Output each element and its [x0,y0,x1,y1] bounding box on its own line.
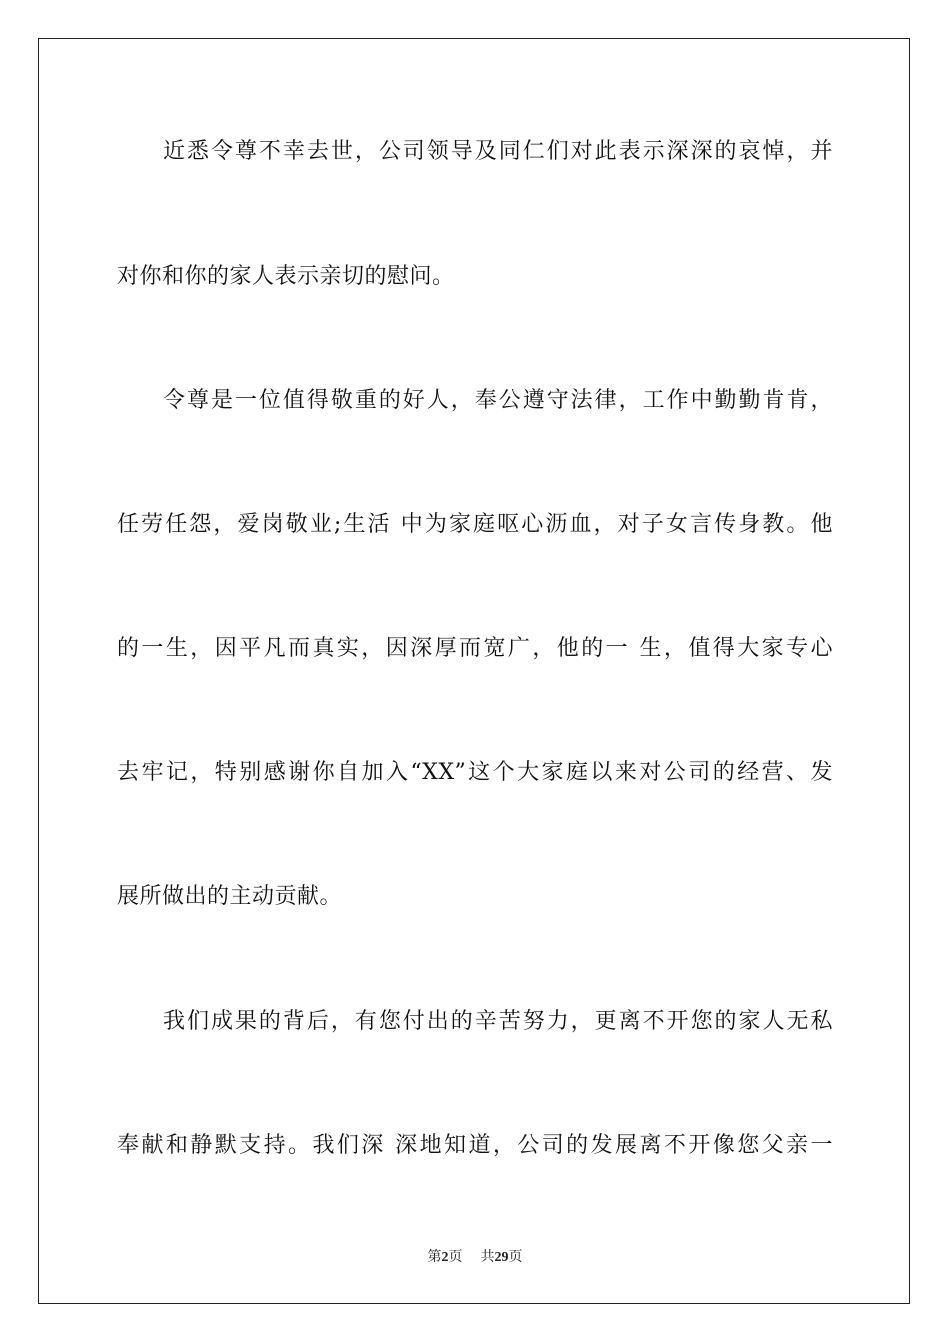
paragraph-2-line-5: 展所做出的主动贡献。 [117,884,343,909]
page-border [38,38,910,1304]
page-footer [0,1248,950,1267]
paragraph-3-line-1: 我们成果的背后，有您付出的辛苦努力，更离不开您的家人无私 [163,1009,833,1034]
paragraph-2-line-3: 的一生，因平凡而真实，因深厚而宽广，他的一 生，值得大家专心 [117,636,833,661]
page-prefix: 第 [427,1249,442,1265]
total-prefix: 共 [480,1249,495,1265]
paragraph-1-line-1: 近悉令尊不幸去世，公司领导及同仁们对此表示深深的哀悼，并 [163,139,833,164]
paragraph-2-line-2: 任劳任怨，爱岗敬业;生活 中为家庭呕心沥血，对子女言传身教。他 [117,512,833,537]
page-suffix: 页 [448,1249,463,1265]
paragraph-2-line-1: 令尊是一位值得敬重的好人，奉公遵守法律，工作中勤勤肯肯， [163,388,833,413]
total-pages: 29 [494,1250,509,1265]
page-number: 2 [441,1250,449,1265]
paragraph-3-line-2: 奉献和静默支持。我们深 深地知道，公司的发展离不开像您父亲一 [117,1133,833,1158]
paragraph-2-line-4: 去牢记，特别感谢你自加入“XX”这个大家庭以来对公司的经营、发 [117,760,833,785]
paragraph-1-line-2: 对你和你的家人表示亲切的慰问。 [117,264,455,289]
total-suffix: 页 [508,1249,523,1265]
